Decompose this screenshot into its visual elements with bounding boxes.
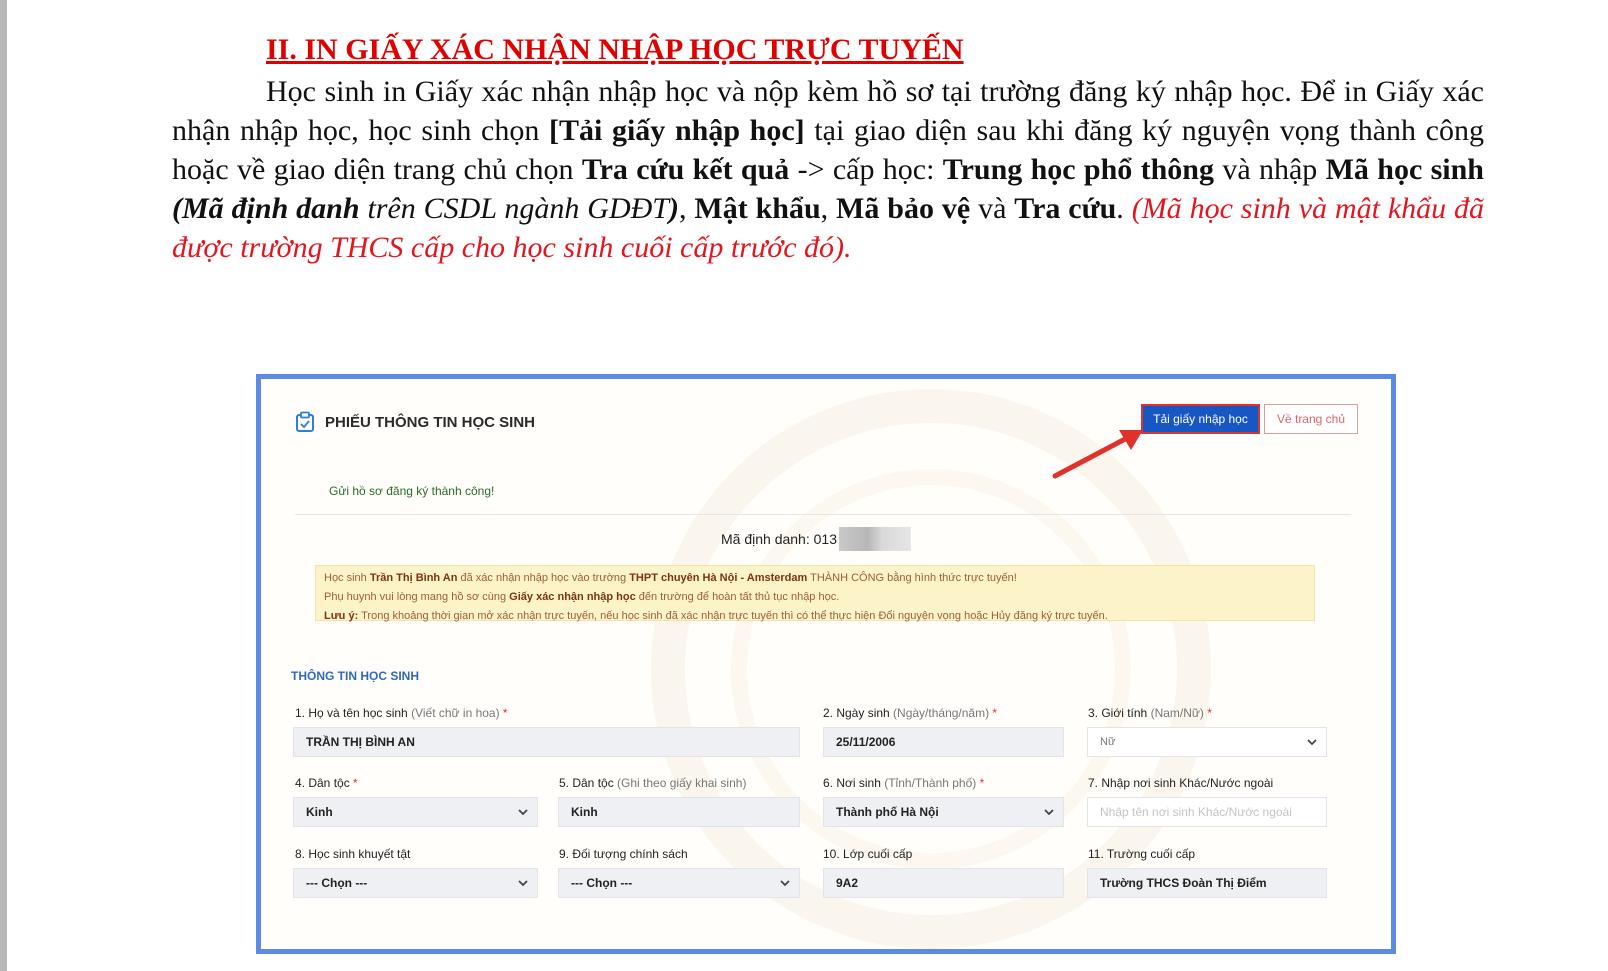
ethnicity-select[interactable]: Kinh bbox=[293, 797, 538, 827]
gender-select[interactable]: Nữ bbox=[1087, 727, 1327, 757]
fullname-input[interactable]: TRẦN THỊ BÌNH AN bbox=[293, 727, 800, 757]
chevron-down-icon bbox=[779, 877, 791, 889]
instruction-paragraph: Học sinh in Giấy xác nhận nhập học và nộp kèm hồ sơ tại trường đăng ký nhập học. Để in Giấy xác nhận nhập học, học sinh chọn [Tải giấy nhập học] tại giao diện sau khi đăng ký nguyện vọng thành công hoặc về giao diện trang chủ chọn Tra cứu kết quả -> cấp học: Trung học phổ thông và nhập Mã học sinh (Mã định danh trên CSDL ngành GDĐT), Mật khẩu, Mã bảo vệ và Tra cứu. (Mã học sinh và mật khẩu đã được trường THCS cấp cho học sinh cuối cấp trước đó). bbox=[172, 75, 1485, 264]
dob-input[interactable]: 25/11/2006 bbox=[823, 727, 1064, 757]
field-label-gender: 3. Giới tính (Nam/Nữ) * bbox=[1088, 706, 1212, 720]
success-message: Gửi hồ sơ đăng ký thành công! bbox=[329, 484, 495, 498]
birthplace-select[interactable]: Thành phố Hà Nội bbox=[823, 797, 1064, 827]
field-label-last-class: 10. Lớp cuối cấp bbox=[823, 847, 913, 861]
last-school-input[interactable]: Trường THCS Đoàn Thị Điểm bbox=[1087, 868, 1327, 898]
page-left-edge bbox=[0, 0, 7, 971]
clipboard-icon bbox=[295, 411, 315, 433]
form-title: PHIẾU THÔNG TIN HỌC SINH bbox=[295, 411, 535, 433]
chevron-down-icon bbox=[517, 806, 529, 818]
section-heading: II. IN GIẤY XÁC NHẬN NHẬP HỌC TRỰC TUYẾN bbox=[266, 33, 964, 66]
field-label-birthplace: 6. Nơi sinh (Tỉnh/Thành phố) * bbox=[823, 776, 985, 790]
back-home-button[interactable]: Về trang chủ bbox=[1264, 404, 1358, 434]
field-label-ethnicity-birthcert: 5. Dân tộc (Ghi theo giấy khai sinh) bbox=[559, 776, 747, 790]
section-title: THÔNG TIN HỌC SINH bbox=[291, 669, 419, 683]
confirmation-notice: Học sinh Trần Thị Bình An đã xác nhận nhập học vào trường THPT chuyên Hà Nội - Amsterdam THÀNH CÔNG bằng hình thức trực tuyến! Phụ huynh vui lòng mang hồ sơ cùng Giấy xác nhận nhập học đến trường để hoàn tất thủ tục nhập học. Lưu ý: Trong khoảng thời gian mở xác nhận trực tuyến, nếu học sinh đã xác nhận trực tuyến thì có thể thực hiện Đổi nguyện vọng hoặc Hủy đăng ký trực tuyến. bbox=[315, 565, 1315, 621]
field-label-fullname: 1. Họ và tên học sinh (Viết chữ in hoa) * bbox=[295, 706, 508, 720]
chevron-down-icon bbox=[517, 877, 529, 889]
field-label-other-birthplace: 7. Nhập nơi sinh Khác/Nước ngoài bbox=[1088, 776, 1274, 790]
download-certificate-button[interactable]: Tải giấy nhập học bbox=[1141, 404, 1260, 434]
last-class-input[interactable]: 9A2 bbox=[823, 868, 1064, 898]
document-body bbox=[172, 28, 1484, 267]
chevron-down-icon bbox=[1306, 736, 1318, 748]
field-label-last-school: 11. Trường cuối cấp bbox=[1088, 847, 1196, 861]
divider bbox=[295, 514, 1351, 515]
field-label-ethnicity: 4. Dân tộc * bbox=[295, 776, 358, 790]
field-label-dob: 2. Ngày sinh (Ngày/tháng/năm) * bbox=[823, 706, 998, 720]
disability-select[interactable]: --- Chọn --- bbox=[293, 868, 538, 898]
student-id: Mã định danh: 013 bbox=[721, 527, 911, 551]
field-label-policy: 9. Đối tượng chính sách bbox=[559, 847, 688, 861]
other-birthplace-input[interactable]: Nhập tên nơi sinh Khác/Nước ngoài bbox=[1087, 797, 1327, 827]
red-arrow-icon bbox=[1047, 424, 1157, 484]
field-label-disability: 8. Học sinh khuyết tật bbox=[295, 847, 411, 861]
policy-select[interactable]: --- Chọn --- bbox=[558, 868, 800, 898]
ethnicity-birthcert-input[interactable]: Kinh bbox=[558, 797, 800, 827]
note-text: (Mã học sinh và mật khẩu đã được trường THCS cấp cho học sinh cuối cấp trước đó). bbox=[172, 192, 1485, 264]
id-mask bbox=[839, 527, 911, 551]
chevron-down-icon bbox=[1043, 806, 1055, 818]
screenshot-frame bbox=[256, 374, 1396, 954]
